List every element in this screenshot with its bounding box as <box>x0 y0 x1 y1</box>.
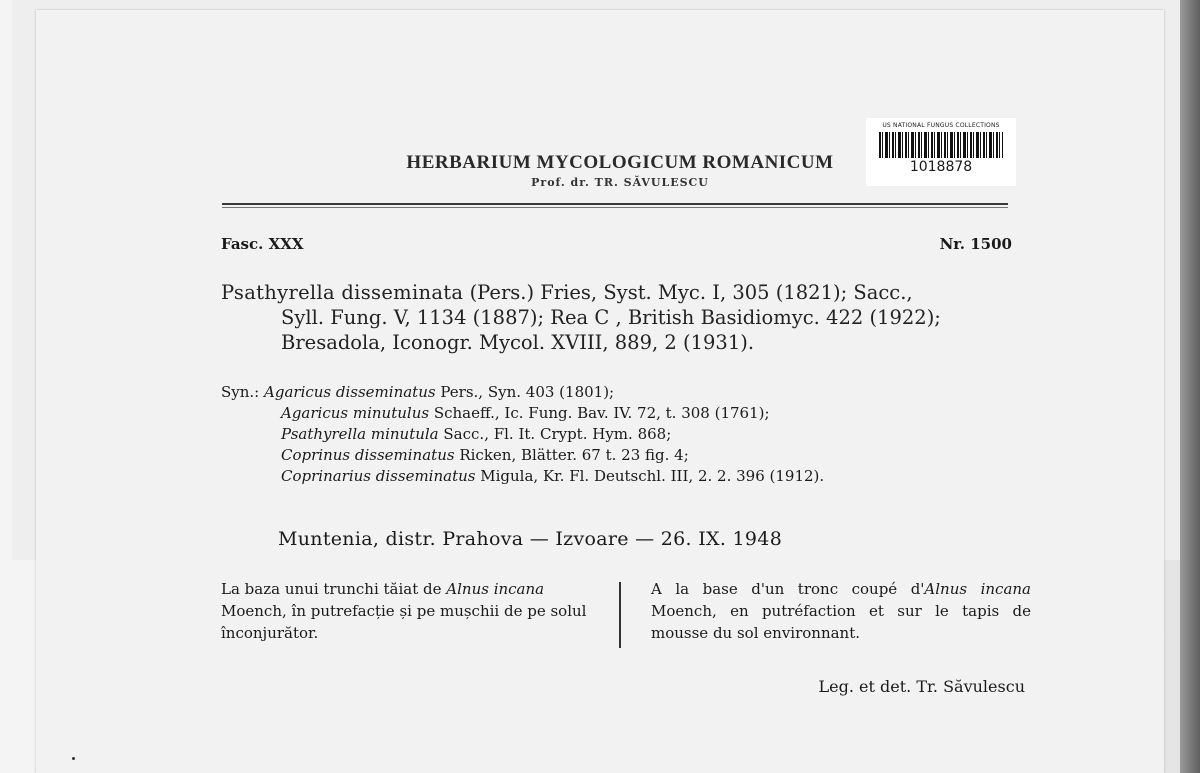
synonym-row <box>221 466 1011 487</box>
herbarium-subtitle: Prof. dr. TR. SĂVULESCU <box>531 176 709 189</box>
synonym-row <box>221 424 1011 445</box>
synonym-row <box>221 382 1011 403</box>
collector-line: Leg. et det. Tr. Săvulescu <box>818 677 1025 696</box>
description-fr-after: Moench, en putréfaction et sur le tapis de mousse du sol environnant. <box>651 602 1031 642</box>
description-ro-after: Moench, în putrefacție și pe mușchii de pe solul înconjurător. <box>221 602 587 642</box>
description-french <box>651 578 1031 644</box>
reference-line-2: Syll. Fung. V, 1134 (1887); Rea C , British Basidiomyc. 422 (1922); <box>281 306 941 329</box>
header-rule-thin <box>222 207 1008 208</box>
synonym-ref: Migula, Kr. Fl. Deutschl. III, 2. 2. 396 (1912). <box>480 467 825 485</box>
barcode-number: 1018878 <box>909 159 973 175</box>
synonym-name: Psathyrella minutula <box>281 425 439 443</box>
reference-line-3: Bresadola, Iconogr. Mycol. XVIII, 889, 2 (1931). <box>281 331 755 354</box>
reference-line-1: (Pers.) Fries, Syst. Myc. I, 305 (1821); Sacc., <box>469 281 913 304</box>
synonym-ref: Ricken, Blätter. 67 t. 23 fig. 4; <box>459 446 689 464</box>
synonym-name: Agaricus minutulus <box>281 404 430 422</box>
speck <box>72 757 75 760</box>
header-rule <box>222 203 1008 205</box>
specimen-number: Nr. 1500 <box>939 235 1012 253</box>
synonym-ref: Pers., Syn. 403 (1801); <box>440 383 615 401</box>
description-romanian <box>221 578 596 644</box>
description-ro-taxon: Alnus incana <box>446 580 545 598</box>
locality: Muntenia, distr. Prahova — Izvoare — 26. IX. 1948 <box>278 528 783 550</box>
synonym-ref: Sacc., Fl. It. Crypt. Hym. 868; <box>443 425 672 443</box>
fascicle-label: Fasc. XXX <box>221 235 304 253</box>
synonym-row <box>221 445 1011 466</box>
synonym-ref: Schaeff., Ic. Fung. Bav. IV. 72, t. 308 (1761); <box>433 404 770 422</box>
description-fr-taxon: Alnus incana <box>924 580 1031 598</box>
synonym-name: Coprinarius disseminatus <box>281 467 476 485</box>
synonym-row <box>221 403 1011 424</box>
main-reference <box>221 280 1021 355</box>
synonyms-block <box>221 382 1011 487</box>
column-divider <box>619 582 621 648</box>
species-name: Psathyrella disseminata <box>221 281 464 304</box>
barcode-institution: US NATIONAL FUNGUS COLLECTIONS <box>882 122 1000 129</box>
description-fr-before: A la base d'un tronc coupé d' <box>651 580 925 598</box>
synonyms-label: Syn.: <box>221 383 260 401</box>
barcode-icon <box>879 132 1003 158</box>
synonym-name: Agaricus disseminatus <box>264 383 436 401</box>
barcode-sticker <box>866 118 1016 186</box>
right-edge-strip <box>1180 0 1200 773</box>
description-ro-before: La baza unui trunchi tăiat de <box>221 580 447 598</box>
synonym-name: Coprinus disseminatus <box>281 446 455 464</box>
label-header <box>360 152 880 189</box>
herbarium-title: HERBARIUM MYCOLOGICUM ROMANICUM <box>406 152 834 173</box>
